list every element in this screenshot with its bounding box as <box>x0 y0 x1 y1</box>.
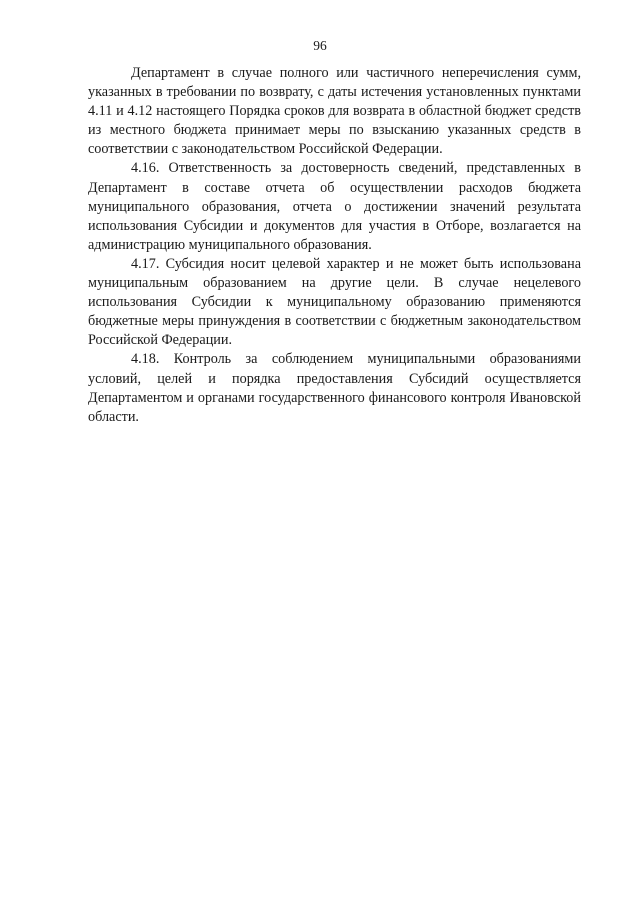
page-number: 96 <box>313 38 327 53</box>
document-body <box>88 64 581 427</box>
paragraph-refund-enforcement: Департамент в случае полного или частичного неперечисления сумм, указанных в требовании по возврату, с даты истечения установленных пунктами 4.11 и 4.12 настоящего Порядка сроков для возврата в областной бюджет средств из местного бюджета принимает меры по взысканию указанных средств в соответствии с законодательством Российской Федерации. <box>88 65 581 158</box>
paragraph-4-17-targeted-use: 4.17. Субсидия носит целевой характер и не может быть использована муниципальным образованием на другие цели. В случае нецелевого использования Субсидии к муниципальному образованию применяются бюджетные меры принуждения в соответствии с бюджетным законодательством Российской Федерации. <box>88 255 581 349</box>
paragraph-4-18-control: 4.18. Контроль за соблюдением муниципальными образованиями условий, целей и порядка предоставления Субсидий осуществляется Департаментом и органами государственного финансового контроля Ивановской области. <box>88 351 581 425</box>
paragraph-4-16-responsibility: 4.16. Ответственность за достоверность сведений, представленных в Департамент в составе отчета об осуществлении расходов бюджета муниципального образования, отчета о достижении значений результата использования Субсидии и документов для участия в Отборе, возлагается на администрацию муниципального образования. <box>88 160 581 253</box>
